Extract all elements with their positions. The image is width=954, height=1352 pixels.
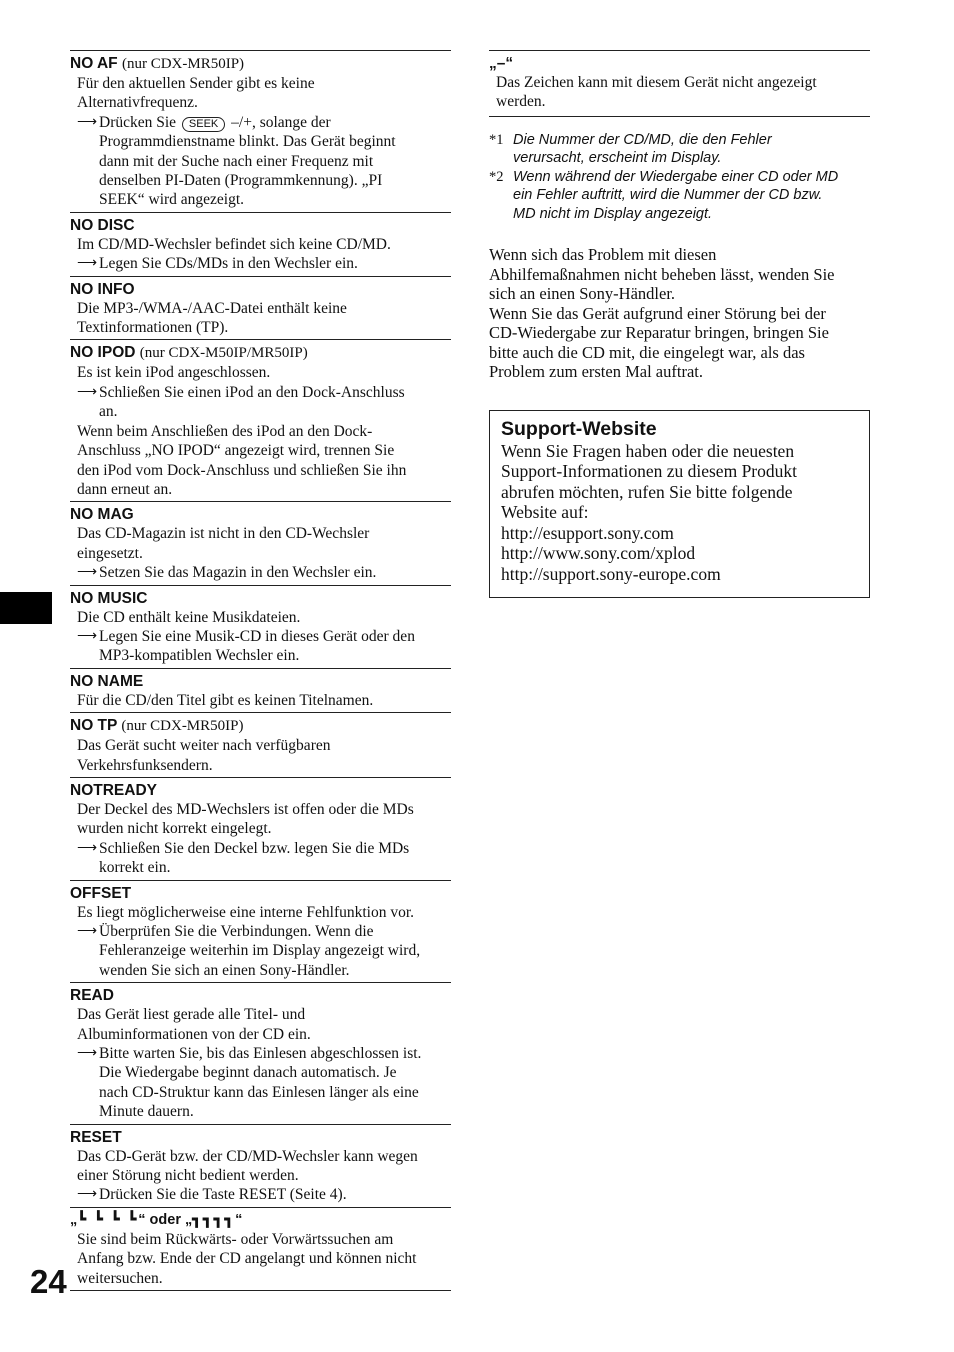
entry-notready (70, 777, 451, 880)
entry-term: NO MUSIC (70, 589, 148, 607)
entry-term: NO MAG (70, 506, 134, 524)
right-column (489, 50, 870, 598)
entry-term: NO IPOD (nur CDX-M50IP/MR50IP) (70, 344, 308, 362)
entry-term: „–“ (489, 55, 514, 72)
entry-description: Die MP3-/WMA-/AAC-Datei enthält keine Textinformationen (TP). (77, 299, 347, 337)
entry-term: NO INFO (70, 280, 135, 298)
entry-description: Im CD/MD-Wechsler befindet sich keine CD/MD. (77, 235, 391, 253)
entry-reset (70, 1124, 451, 1207)
support-link-esupport[interactable]: http://esupport.sony.com (501, 522, 674, 543)
error-message-list (70, 50, 451, 1291)
footnote-1: *1 Die Nummer der CD/MD, die den Fehler verursacht, erscheint im Display. (489, 131, 772, 167)
entry-no-ipod (70, 339, 451, 501)
section-tab-marker (0, 592, 52, 624)
entry-remedy: ⟶ Bitte warten Sie, bis das Einlesen abgeschlossen ist. Die Wiedergabe beginnt danach automatisch. Je nach CD-Struktur kann das Einlesen länger als eine Minute dauern. (77, 1045, 422, 1121)
support-link-xplod[interactable]: http://www.sony.com/xplod (501, 543, 696, 564)
arrow-right-icon: ⟶ (77, 924, 98, 939)
arrow-right-icon: ⟶ (77, 840, 98, 856)
entry-description: Für den aktuellen Sender gibt es keine Alternativfrequenz. (77, 75, 315, 112)
entry-term: NO TP (nur CDX-MR50IP) (70, 717, 244, 735)
entry-term: NO NAME (70, 672, 144, 690)
arrow-right-icon: ⟶ (77, 384, 98, 400)
entry-term: „┗ ┗ ┗ ┗“ oder „┓┓┓┓“ (70, 1211, 243, 1228)
entry-description: Das CD-Magazin ist nicht in den CD-Wechsler eingesetzt. (77, 525, 370, 562)
entry-description: Die CD enthält keine Musikdateien. (77, 608, 301, 626)
entry-term: OFFSET (70, 884, 132, 902)
support-website-box (489, 410, 870, 599)
entry-remedy: ⟶ Überprüfen Sie die Verbindungen. Wenn die Fehleranzeige weiterhin im Display angezeigt wird, wenden Sie sich an einen Sony-Händler. (77, 923, 421, 979)
entry-description-extra: Wenn beim Anschließen des iPod an den Dock- Anschluss „NO IPOD“ angezeigt wird, trennen Sie den iPod vom Dock-Anschluss und schließen Sie ihn dann erneut an. (77, 422, 407, 498)
entry-no-tp (70, 712, 451, 777)
entry-remedy: ⟶ Drücken Sie die Taste RESET (Seite 4). (77, 1186, 347, 1204)
entry-remedy: ⟶ Legen Sie CDs/MDs in den Wechsler ein. (77, 255, 358, 273)
entry-search-limit (70, 1207, 451, 1291)
forward-limit-symbol: ┓┓┓┓ (192, 1211, 236, 1228)
entry-no-disc (70, 212, 451, 276)
entry-term: RESET (70, 1128, 122, 1146)
entry-remedy: ⟶ Schließen Sie einen iPod an den Dock-Anschluss an. (77, 383, 405, 421)
entry-term: NO DISC (70, 216, 135, 234)
entry-remedy: ⟶ Legen Sie eine Musik-CD in dieses Gerät oder den MP3-kompatiblen Wechsler ein. (77, 627, 415, 665)
entry-description: Der Deckel des MD-Wechslers ist offen oder die MDs wurden nicht korrekt eingelegt. (77, 800, 414, 838)
entry-dash-character (489, 50, 870, 117)
entry-description: Das Gerät sucht weiter nach verfügbaren Verkehrsfunksendern. (77, 737, 331, 774)
entry-no-mag (70, 501, 451, 584)
arrow-right-icon: ⟶ (77, 114, 98, 130)
entry-no-name (70, 668, 451, 712)
entry-no-music (70, 585, 451, 668)
entry-description: Das Gerät liest gerade alle Titel- und Albuminformationen von der CD ein. (77, 1006, 311, 1043)
entry-no-info (70, 276, 451, 340)
entry-no-af (70, 50, 451, 212)
support-text: Wenn Sie Fragen haben oder die neuesten Support-Informationen zu diesem Produkt abrufen möchten, rufen Sie bitte folgende Website auf: http://esupport.sony.com http://www.sony.com/xplod http://support.sony-europe.com (501, 440, 797, 584)
arrow-right-icon: ⟶ (77, 1046, 98, 1062)
entry-term: NOTREADY (70, 781, 157, 799)
page-number: 24 (30, 1263, 67, 1300)
entry-term: READ (70, 987, 114, 1005)
rewind-limit-symbol: ┗ ┗ ┗ ┗ (77, 1211, 139, 1228)
entry-description: Das Zeichen kann mit diesem Gerät nicht angezeigt werden. (496, 74, 817, 111)
entry-offset (70, 880, 451, 983)
entry-description: Für die CD/den Titel gibt es keinen Titelnamen. (77, 691, 374, 709)
entry-remedy: ⟶ Schließen Sie den Deckel bzw. legen Sie die MDs korrekt ein. (77, 839, 410, 877)
seek-button-label: SEEK (182, 117, 225, 132)
footnotes (489, 131, 870, 224)
entry-read (70, 982, 451, 1123)
entry-remedy: ⟶ Setzen Sie das Magazin in den Wechsler ein. (77, 564, 377, 582)
footnote-2: *2 Wenn während der Wiedergabe einer CD oder MD ein Fehler auftritt, wird die Nummer der CD bzw. MD nicht im Display angezeigt. (489, 168, 839, 222)
support-title: Support-Website (501, 417, 657, 440)
entry-term: NO AF (nur CDX-MR50IP) (70, 55, 245, 72)
entry-description: Es ist kein iPod angeschlossen. (77, 364, 271, 382)
support-link-europe[interactable]: http://support.sony-europe.com (501, 563, 721, 584)
arrow-right-icon: ⟶ (77, 565, 98, 581)
entry-description: Es liegt möglicherweise eine interne Fehlfunktion vor. (77, 903, 415, 921)
service-paragraph: Wenn sich das Problem mit diesen Abhilfemaßnahmen nicht beheben lässt, wenden Sie sich an einen Sony-Händler. Wenn Sie das Gerät aufgrund einer Störung bei der CD-Wiedergabe zur Reparatur bringen, bringen Sie bitte auch die CD mit, die eingelegt war, als das Problem zum ersten Mal auftrat. (489, 245, 835, 382)
arrow-right-icon: ⟶ (77, 1187, 98, 1203)
entry-description: Sie sind beim Rückwärts- oder Vorwärtssuchen am Anfang bzw. Ende der CD angelangt und können nicht weitersuchen. (77, 1230, 417, 1287)
entry-remedy: ⟶ Drücken Sie SEEK –/+, solange der Programmdienstname blinkt. Das Gerät beginnt dann mit der Suche nach einer Frequenz mit denselben PI-Daten (Programmkennung). „PI SEEK“ wird angezeigt. (77, 113, 396, 209)
arrow-right-icon: ⟶ (77, 628, 98, 644)
arrow-right-icon: ⟶ (77, 256, 98, 272)
entry-description: Das CD-Gerät bzw. der CD/MD-Wechsler kann wegen einer Störung nicht bedient werden. (77, 1147, 418, 1185)
